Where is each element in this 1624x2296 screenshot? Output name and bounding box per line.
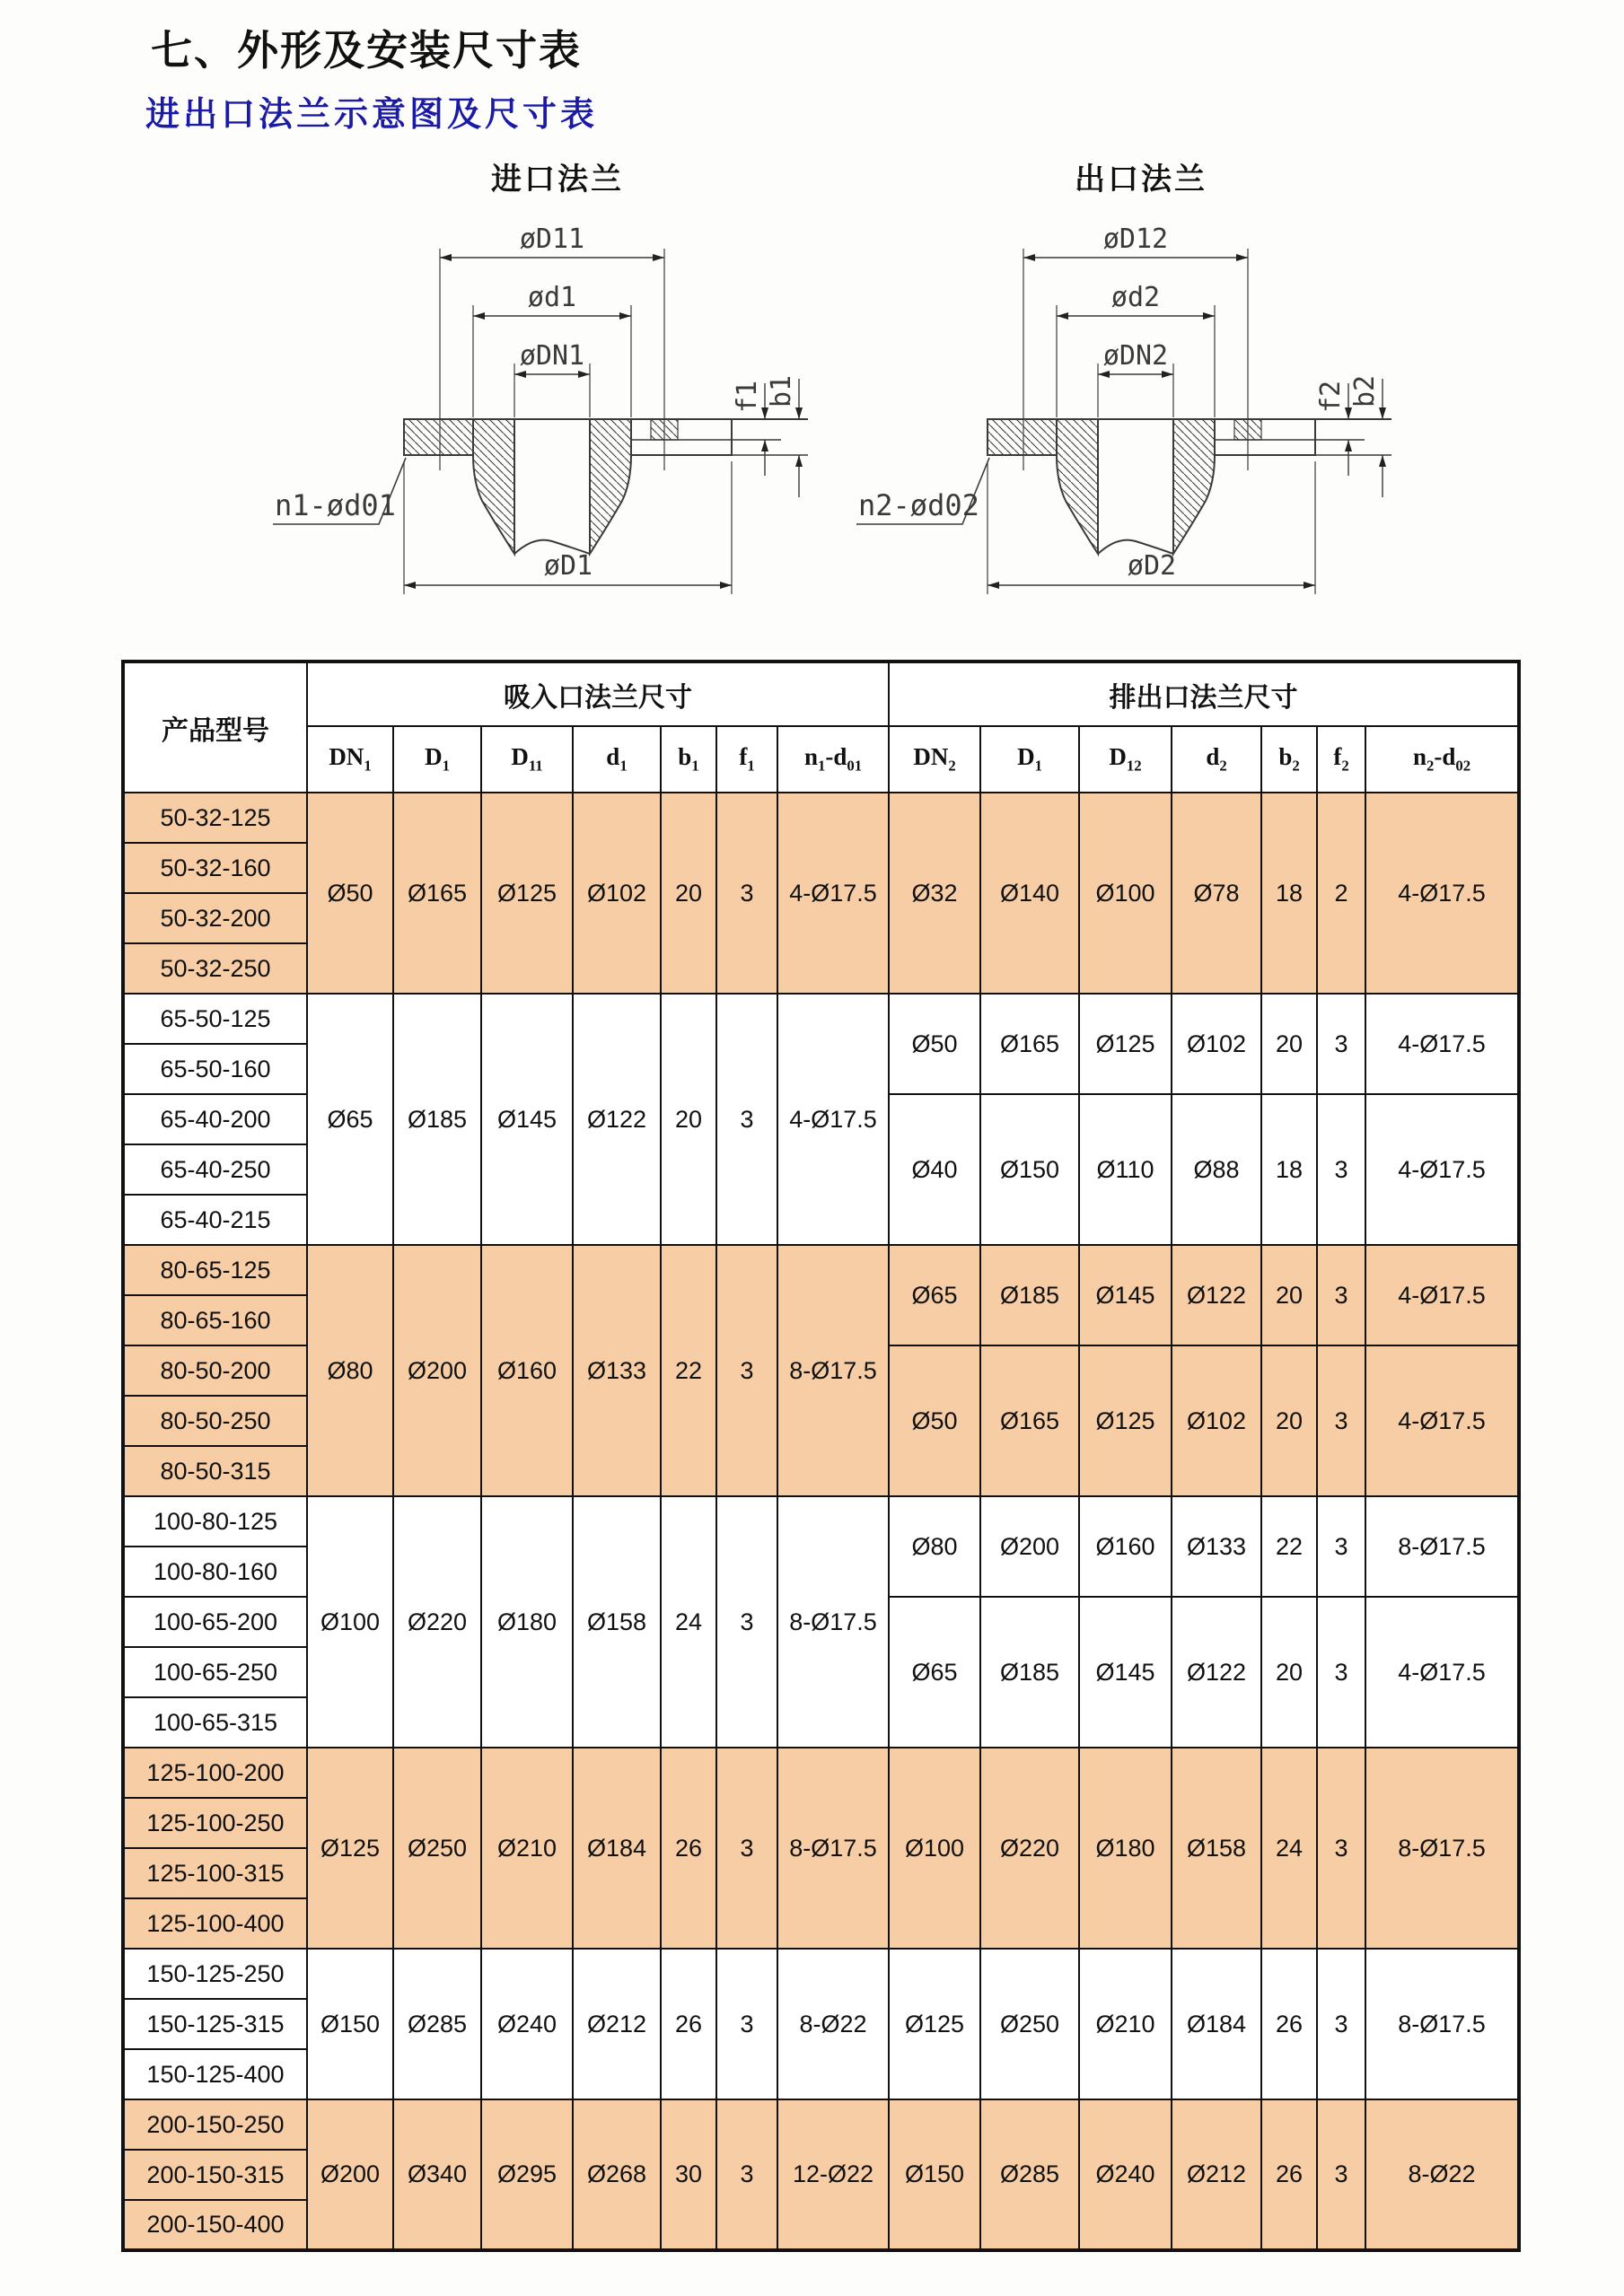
discharge-value-cell: 24: [1261, 1748, 1317, 1949]
suction-value-cell: Ø212: [573, 1949, 661, 2099]
discharge-value-cell: 3: [1317, 1597, 1365, 1748]
dim-label-b: b1: [766, 374, 797, 407]
discharge-value-cell: Ø184: [1172, 1949, 1261, 2099]
discharge-value-cell: 4-Ø17.5: [1365, 994, 1519, 1094]
table-row: [123, 793, 1519, 843]
discharge-value-cell: Ø88: [1172, 1094, 1261, 1245]
discharge-value-cell: 8-Ø22: [1365, 2099, 1519, 2250]
discharge-value-cell: 20: [1261, 994, 1317, 1094]
suction-value-cell: 3: [716, 1245, 777, 1496]
suction-value-cell: Ø50: [307, 793, 393, 994]
leader-label: n1-ød01: [275, 488, 396, 522]
discharge-value-cell: Ø122: [1172, 1597, 1261, 1748]
model-cell: 80-50-315: [123, 1446, 307, 1496]
suction-value-cell: 3: [716, 793, 777, 994]
column-symbol-header: $D_1$: [393, 726, 481, 793]
model-cell: 65-50-160: [123, 1044, 307, 1094]
discharge-value-cell: 18: [1261, 1094, 1317, 1245]
model-cell: 200-150-400: [123, 2200, 307, 2250]
discharge-value-cell: Ø250: [980, 1949, 1079, 2099]
suction-value-cell: 3: [716, 1949, 777, 2099]
discharge-value-cell: Ø32: [889, 793, 980, 994]
page-title: 七、外形及安装尺寸表: [151, 28, 582, 74]
suction-value-cell: 26: [661, 1748, 716, 1949]
model-cell: 80-65-125: [123, 1245, 307, 1295]
model-cell: 50-32-160: [123, 843, 307, 893]
dim-label-top: øD11: [519, 223, 585, 255]
suction-value-cell: Ø185: [393, 994, 481, 1245]
column-symbol-header: $DN_2$: [889, 726, 980, 793]
dim-label-b: b2: [1349, 374, 1381, 407]
discharge-value-cell: 20: [1261, 1597, 1317, 1748]
discharge-value-cell: Ø150: [889, 2099, 980, 2250]
suction-value-cell: Ø180: [481, 1496, 573, 1748]
model-cell: 65-40-215: [123, 1195, 307, 1245]
product-model-header: 产品型号: [123, 662, 307, 793]
model-cell: 80-50-200: [123, 1345, 307, 1396]
suction-value-cell: Ø340: [393, 2099, 481, 2250]
model-cell: 100-65-200: [123, 1597, 307, 1647]
dim-label-bore: øDN2: [1102, 340, 1169, 372]
column-symbol-header: $b_2$: [1261, 726, 1317, 793]
column-symbol-header: $D_{11}$: [481, 726, 573, 793]
suction-value-cell: Ø100: [307, 1496, 393, 1748]
discharge-value-cell: 4-Ø17.5: [1365, 793, 1519, 994]
suction-value-cell: Ø295: [481, 2099, 573, 2250]
discharge-value-cell: 3: [1317, 1748, 1365, 1949]
suction-value-cell: Ø125: [481, 793, 573, 994]
suction-value-cell: Ø240: [481, 1949, 573, 2099]
model-cell: 100-80-160: [123, 1547, 307, 1597]
suction-value-cell: 12-Ø22: [777, 2099, 889, 2250]
dim-label-bore: øDN1: [519, 340, 585, 372]
suction-value-cell: 8-Ø17.5: [777, 1245, 889, 1496]
discharge-value-cell: 3: [1317, 994, 1365, 1094]
table-row: [123, 1245, 1519, 1295]
discharge-value-cell: Ø100: [889, 1748, 980, 1949]
suction-value-cell: Ø210: [481, 1748, 573, 1949]
discharge-value-cell: 3: [1317, 1094, 1365, 1245]
discharge-group-header: 排出口法兰尺寸: [889, 662, 1519, 726]
discharge-value-cell: Ø165: [980, 1345, 1079, 1496]
discharge-value-cell: Ø185: [980, 1597, 1079, 1748]
discharge-value-cell: 3: [1317, 1949, 1365, 2099]
discharge-value-cell: Ø125: [889, 1949, 980, 2099]
column-symbol-header: $f_2$: [1317, 726, 1365, 793]
flange-cross-section: [404, 414, 808, 554]
suction-value-cell: Ø65: [307, 994, 393, 1245]
discharge-value-cell: Ø122: [1172, 1245, 1261, 1345]
discharge-value-cell: Ø80: [889, 1496, 980, 1597]
suction-value-cell: Ø150: [307, 1949, 393, 2099]
suction-value-cell: Ø160: [481, 1245, 573, 1496]
suction-value-cell: Ø80: [307, 1245, 393, 1496]
column-symbol-header: $D_1$: [980, 726, 1079, 793]
table-row: [123, 1748, 1519, 1798]
discharge-value-cell: 4-Ø17.5: [1365, 1345, 1519, 1496]
inlet-flange-diagram: [269, 199, 826, 603]
model-cell: 150-125-250: [123, 1949, 307, 1999]
discharge-value-cell: Ø102: [1172, 994, 1261, 1094]
model-cell: 80-65-160: [123, 1295, 307, 1345]
model-cell: 200-150-315: [123, 2150, 307, 2200]
suction-value-cell: 3: [716, 1496, 777, 1748]
discharge-value-cell: Ø110: [1079, 1094, 1172, 1245]
outlet-flange-title: 出口法兰: [1075, 163, 1207, 197]
dim-label-mid: ød1: [527, 282, 577, 313]
discharge-value-cell: Ø102: [1172, 1345, 1261, 1496]
column-symbol-header: $d_1$: [573, 726, 661, 793]
discharge-value-cell: 26: [1261, 1949, 1317, 2099]
discharge-value-cell: Ø210: [1079, 1949, 1172, 2099]
dim-label-mid: ød2: [1110, 282, 1161, 313]
discharge-value-cell: 18: [1261, 793, 1317, 994]
model-cell: 50-32-125: [123, 793, 307, 843]
discharge-value-cell: Ø240: [1079, 2099, 1172, 2250]
discharge-value-cell: 3: [1317, 2099, 1365, 2250]
inlet-flange-title: 进口法兰: [491, 163, 624, 197]
column-symbol-header: $f_1$: [716, 726, 777, 793]
suction-value-cell: 3: [716, 2099, 777, 2250]
suction-value-cell: Ø102: [573, 793, 661, 994]
discharge-value-cell: Ø65: [889, 1597, 980, 1748]
column-symbol-header: $b_1$: [661, 726, 716, 793]
discharge-value-cell: 4-Ø17.5: [1365, 1245, 1519, 1345]
discharge-value-cell: 22: [1261, 1496, 1317, 1597]
suction-group-header: 吸入口法兰尺寸: [307, 662, 889, 726]
suction-value-cell: Ø122: [573, 994, 661, 1245]
discharge-value-cell: Ø145: [1079, 1597, 1172, 1748]
discharge-value-cell: 2: [1317, 793, 1365, 994]
suction-value-cell: 8-Ø17.5: [777, 1496, 889, 1748]
discharge-value-cell: 8-Ø17.5: [1365, 1496, 1519, 1597]
column-symbol-header: $DN_1$: [307, 726, 393, 793]
discharge-value-cell: Ø50: [889, 994, 980, 1094]
leader-label: n2-ød02: [858, 488, 979, 522]
suction-value-cell: Ø268: [573, 2099, 661, 2250]
discharge-value-cell: Ø165: [980, 994, 1079, 1094]
suction-value-cell: 8-Ø22: [777, 1949, 889, 2099]
suction-value-cell: 4-Ø17.5: [777, 994, 889, 1245]
discharge-value-cell: Ø285: [980, 2099, 1079, 2250]
column-symbol-header: $D_{12}$: [1079, 726, 1172, 793]
model-cell: 65-50-125: [123, 994, 307, 1044]
suction-value-cell: 8-Ø17.5: [777, 1748, 889, 1949]
model-cell: 150-125-400: [123, 2049, 307, 2099]
model-cell: 150-125-315: [123, 1999, 307, 2049]
suction-value-cell: Ø158: [573, 1496, 661, 1748]
suction-value-cell: Ø184: [573, 1748, 661, 1949]
discharge-value-cell: Ø160: [1079, 1496, 1172, 1597]
model-cell: 50-32-200: [123, 893, 307, 943]
suction-value-cell: 22: [661, 1245, 716, 1496]
suction-value-cell: 20: [661, 994, 716, 1245]
discharge-value-cell: 3: [1317, 1496, 1365, 1597]
discharge-value-cell: Ø140: [980, 793, 1079, 994]
column-symbol-header: $n_1-d_{01}$: [777, 726, 889, 793]
table-row: [123, 994, 1519, 1044]
suction-value-cell: 4-Ø17.5: [777, 793, 889, 994]
model-cell: 100-80-125: [123, 1496, 307, 1547]
suction-value-cell: 24: [661, 1496, 716, 1748]
column-symbol-header: $n_2-d_{02}$: [1365, 726, 1519, 793]
model-cell: 125-100-250: [123, 1798, 307, 1848]
model-cell: 80-50-250: [123, 1396, 307, 1446]
suction-value-cell: 20: [661, 793, 716, 994]
model-cell: 100-65-250: [123, 1647, 307, 1697]
discharge-value-cell: 4-Ø17.5: [1365, 1094, 1519, 1245]
discharge-value-cell: Ø78: [1172, 793, 1261, 994]
model-cell: 65-40-250: [123, 1144, 307, 1195]
dim-label-f: f2: [1315, 380, 1347, 413]
table-row: [123, 1496, 1519, 1547]
model-cell: 125-100-315: [123, 1848, 307, 1898]
discharge-value-cell: 3: [1317, 1245, 1365, 1345]
discharge-value-cell: Ø133: [1172, 1496, 1261, 1597]
flange-table: [121, 660, 1521, 2252]
discharge-value-cell: Ø150: [980, 1094, 1079, 1245]
discharge-value-cell: 20: [1261, 1345, 1317, 1496]
suction-value-cell: 30: [661, 2099, 716, 2250]
discharge-value-cell: Ø212: [1172, 2099, 1261, 2250]
discharge-value-cell: 26: [1261, 2099, 1317, 2250]
discharge-value-cell: 20: [1261, 1245, 1317, 1345]
discharge-value-cell: Ø145: [1079, 1245, 1172, 1345]
model-cell: 200-150-250: [123, 2099, 307, 2150]
suction-value-cell: Ø165: [393, 793, 481, 994]
suction-value-cell: Ø145: [481, 994, 573, 1245]
discharge-value-cell: Ø100: [1079, 793, 1172, 994]
discharge-value-cell: Ø180: [1079, 1748, 1172, 1949]
model-cell: 65-40-200: [123, 1094, 307, 1144]
discharge-value-cell: Ø220: [980, 1748, 1079, 1949]
discharge-value-cell: 4-Ø17.5: [1365, 1597, 1519, 1748]
suction-value-cell: 3: [716, 1748, 777, 1949]
suction-value-cell: 26: [661, 1949, 716, 2099]
discharge-value-cell: Ø158: [1172, 1748, 1261, 1949]
discharge-value-cell: Ø125: [1079, 1345, 1172, 1496]
table-row: [123, 1949, 1519, 1999]
discharge-value-cell: Ø40: [889, 1094, 980, 1245]
discharge-value-cell: 8-Ø17.5: [1365, 1949, 1519, 2099]
model-cell: 125-100-200: [123, 1748, 307, 1798]
dim-label-od: øD1: [543, 550, 593, 582]
page-subtitle: 进出口法兰示意图及尺寸表: [145, 96, 599, 134]
discharge-value-cell: 3: [1317, 1345, 1365, 1496]
discharge-value-cell: Ø200: [980, 1496, 1079, 1597]
dim-label-od: øD2: [1127, 550, 1177, 582]
table-row: [123, 2099, 1519, 2150]
discharge-value-cell: Ø65: [889, 1245, 980, 1345]
suction-value-cell: 3: [716, 994, 777, 1245]
discharge-value-cell: Ø125: [1079, 994, 1172, 1094]
dim-label-f: f1: [732, 380, 763, 413]
suction-value-cell: Ø125: [307, 1748, 393, 1949]
model-cell: 100-65-315: [123, 1697, 307, 1748]
model-cell: 50-32-250: [123, 943, 307, 994]
discharge-value-cell: 8-Ø17.5: [1365, 1748, 1519, 1949]
flange-cross-section: [988, 414, 1391, 554]
suction-value-cell: Ø250: [393, 1748, 481, 1949]
suction-value-cell: Ø133: [573, 1245, 661, 1496]
suction-value-cell: Ø285: [393, 1949, 481, 2099]
suction-value-cell: Ø220: [393, 1496, 481, 1748]
suction-value-cell: Ø200: [307, 2099, 393, 2250]
outlet-flange-diagram: [853, 199, 1409, 603]
dim-label-top: øD12: [1102, 223, 1169, 255]
model-cell: 125-100-400: [123, 1898, 307, 1949]
discharge-value-cell: Ø185: [980, 1245, 1079, 1345]
suction-value-cell: Ø200: [393, 1245, 481, 1496]
discharge-value-cell: Ø50: [889, 1345, 980, 1496]
column-symbol-header: $d_2$: [1172, 726, 1261, 793]
